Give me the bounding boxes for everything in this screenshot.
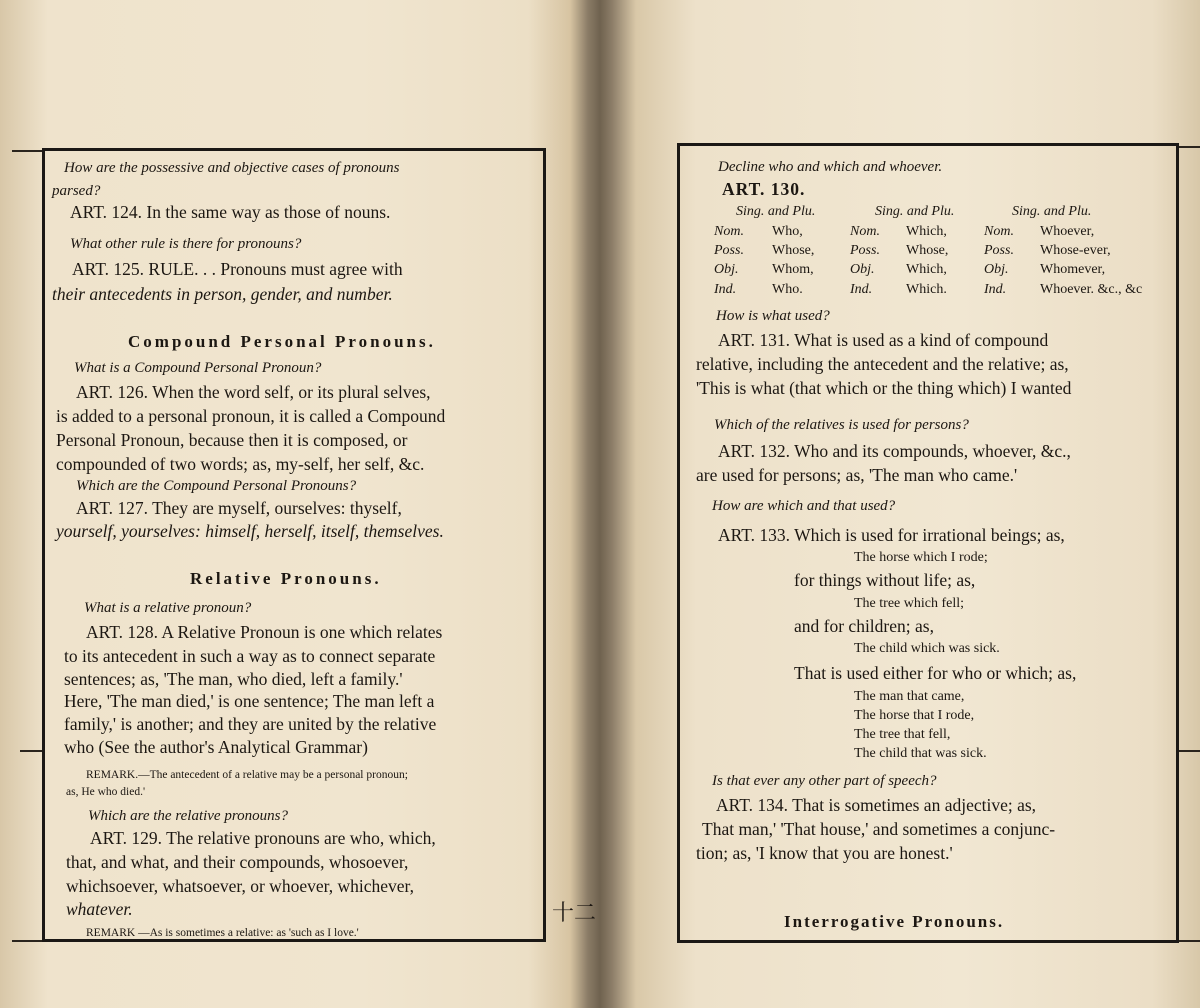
question: How are which and that used?	[712, 498, 896, 514]
article: ART. 126. When the word self, or its plural selves,	[76, 382, 431, 402]
question: What is a Compound Personal Pronoun?	[74, 360, 322, 376]
article-text: whichsoever, whatsoever, or whoever, whichever,	[66, 876, 415, 896]
article: ART. 131. What is used as a kind of compound	[718, 330, 1049, 350]
question: Is that ever any other part of speech?	[712, 773, 937, 789]
case-label: Nom.	[714, 224, 744, 239]
case-label: Poss.	[714, 243, 744, 258]
article-text: are used for persons; as, 'The man who came.'	[696, 465, 1018, 485]
declension-table	[710, 202, 1170, 302]
article: ART. 130.	[722, 179, 806, 199]
remark: REMARK —As is sometimes a relative: as 'such as I love.'	[86, 927, 359, 939]
case-label: Ind.	[984, 282, 1007, 297]
section-heading: Relative Pronouns.	[190, 569, 382, 588]
pronoun-form: Whoever,	[1040, 224, 1095, 239]
remark: as, He who died.'	[66, 786, 146, 798]
article-text: family,' is another; and they are united by the relative	[64, 714, 437, 734]
page-mark: 十二	[552, 900, 597, 925]
pronoun-form: Who,	[772, 224, 803, 239]
section-heading: Compound Personal Pronouns.	[128, 332, 436, 351]
frame-rule	[20, 750, 44, 752]
case-label: Obj.	[850, 262, 875, 277]
frame-rule	[12, 150, 44, 152]
article: ART. 132. Who and its compounds, whoever, &c.,	[718, 441, 1071, 461]
question: What other rule is there for pronouns?	[70, 236, 302, 252]
case-label: Ind.	[714, 282, 737, 297]
remark: REMARK.—The antecedent of a relative may be a personal pronoun;	[86, 769, 408, 781]
frame-rule	[1176, 940, 1200, 942]
question: parsed?	[52, 183, 101, 199]
article: ART. 124. In the same way as those of nouns.	[70, 202, 391, 222]
pronoun-form: Whose-ever,	[1040, 243, 1111, 258]
article-text: That is used either for who or which; as,	[794, 663, 1077, 683]
question: Decline who and which and whoever.	[718, 159, 943, 175]
case-label: Nom.	[850, 224, 880, 239]
pronoun-form: Whom,	[772, 262, 814, 277]
article-text: that, and what, and their compounds, whosoever,	[66, 852, 409, 872]
example: The man that came,	[854, 689, 965, 704]
frame-rule	[12, 940, 44, 942]
article-text: relative, including the antecedent and the relative; as,	[696, 354, 1069, 374]
declension-header: Sing. and Plu.	[875, 204, 955, 219]
case-label: Obj.	[984, 262, 1009, 277]
case-label: Nom.	[984, 224, 1014, 239]
example: The tree which fell;	[854, 596, 965, 611]
question: How are the possessive and objective cases of pronouns	[64, 160, 400, 176]
section-heading: Interrogative Pronouns.	[784, 912, 1005, 931]
article-text: Here, 'The man died,' is one sentence; The man left a	[64, 691, 435, 711]
article-text: whatever.	[66, 899, 133, 919]
article: ART. 128. A Relative Pronoun is one which relates	[86, 622, 443, 642]
pronoun-form: Whomever,	[1040, 262, 1106, 277]
article: ART. 125. RULE. . . Pronouns must agree with	[72, 259, 403, 279]
article-text: sentences; as, 'The man, who died, left a family.'	[64, 669, 403, 689]
article-text: to its antecedent in such a way as to connect separate	[64, 646, 436, 666]
article: ART. 129. The relative pronouns are who, which,	[90, 828, 436, 848]
article-text: and for children; as,	[794, 616, 934, 636]
article-text: who (See the author's Analytical Grammar)	[64, 737, 368, 757]
left-page	[0, 0, 590, 1008]
article: ART. 134. That is sometimes an adjective; as,	[716, 795, 1037, 815]
article-text: compounded of two words; as, my-self, her self, &c.	[56, 454, 425, 474]
pronoun-form: Whose,	[772, 243, 815, 258]
right-page	[610, 0, 1200, 1008]
article: ART. 133. Which is used for irrational beings; as,	[718, 525, 1065, 545]
frame-rule	[1176, 750, 1200, 752]
pronoun-form: Whoever. &c., &c	[1040, 282, 1143, 297]
case-label: Poss.	[984, 243, 1014, 258]
question: What is a relative pronoun?	[84, 600, 252, 616]
question: Which are the relative pronouns?	[88, 808, 288, 824]
article-text: That man,' 'That house,' and sometimes a conjunc-	[702, 819, 1056, 839]
case-label: Ind.	[850, 282, 873, 297]
example: The horse which I rode;	[854, 550, 988, 565]
article-text: Personal Pronoun, because then it is composed, or	[56, 430, 408, 450]
article: ART. 127. They are myself, ourselves: thyself,	[76, 498, 402, 518]
example: The child which was sick.	[854, 641, 1000, 656]
case-label: Poss.	[850, 243, 880, 258]
article-text: tion; as, 'I know that you are honest.'	[696, 843, 953, 863]
article-text: their antecedents in person, gender, and number.	[52, 284, 393, 304]
pronoun-form: Which,	[906, 224, 947, 239]
question: Which are the Compound Personal Pronouns?	[76, 478, 357, 494]
pronoun-form: Whose,	[906, 243, 949, 258]
case-label: Obj.	[714, 262, 739, 277]
example: The tree that fell,	[854, 727, 951, 742]
pronoun-form: Which,	[906, 262, 947, 277]
article-text: is added to a personal pronoun, it is called a Compound	[56, 406, 446, 426]
article-text: 'This is what (that which or the thing which) I wanted	[696, 378, 1072, 398]
pronoun-form: Who.	[772, 282, 803, 297]
frame-rule	[1176, 146, 1200, 148]
article-text: for things without life; as,	[794, 570, 976, 590]
pronoun-form: Which.	[906, 282, 947, 297]
example: The child that was sick.	[854, 746, 987, 761]
article-text: yourself, yourselves: himself, herself, itself, themselves.	[56, 521, 444, 541]
declension-header: Sing. and Plu.	[1012, 204, 1092, 219]
question: How is what used?	[716, 308, 830, 324]
example: The horse that I rode,	[854, 708, 975, 723]
question: Which of the relatives is used for persons?	[714, 417, 969, 433]
declension-header: Sing. and Plu.	[736, 204, 816, 219]
